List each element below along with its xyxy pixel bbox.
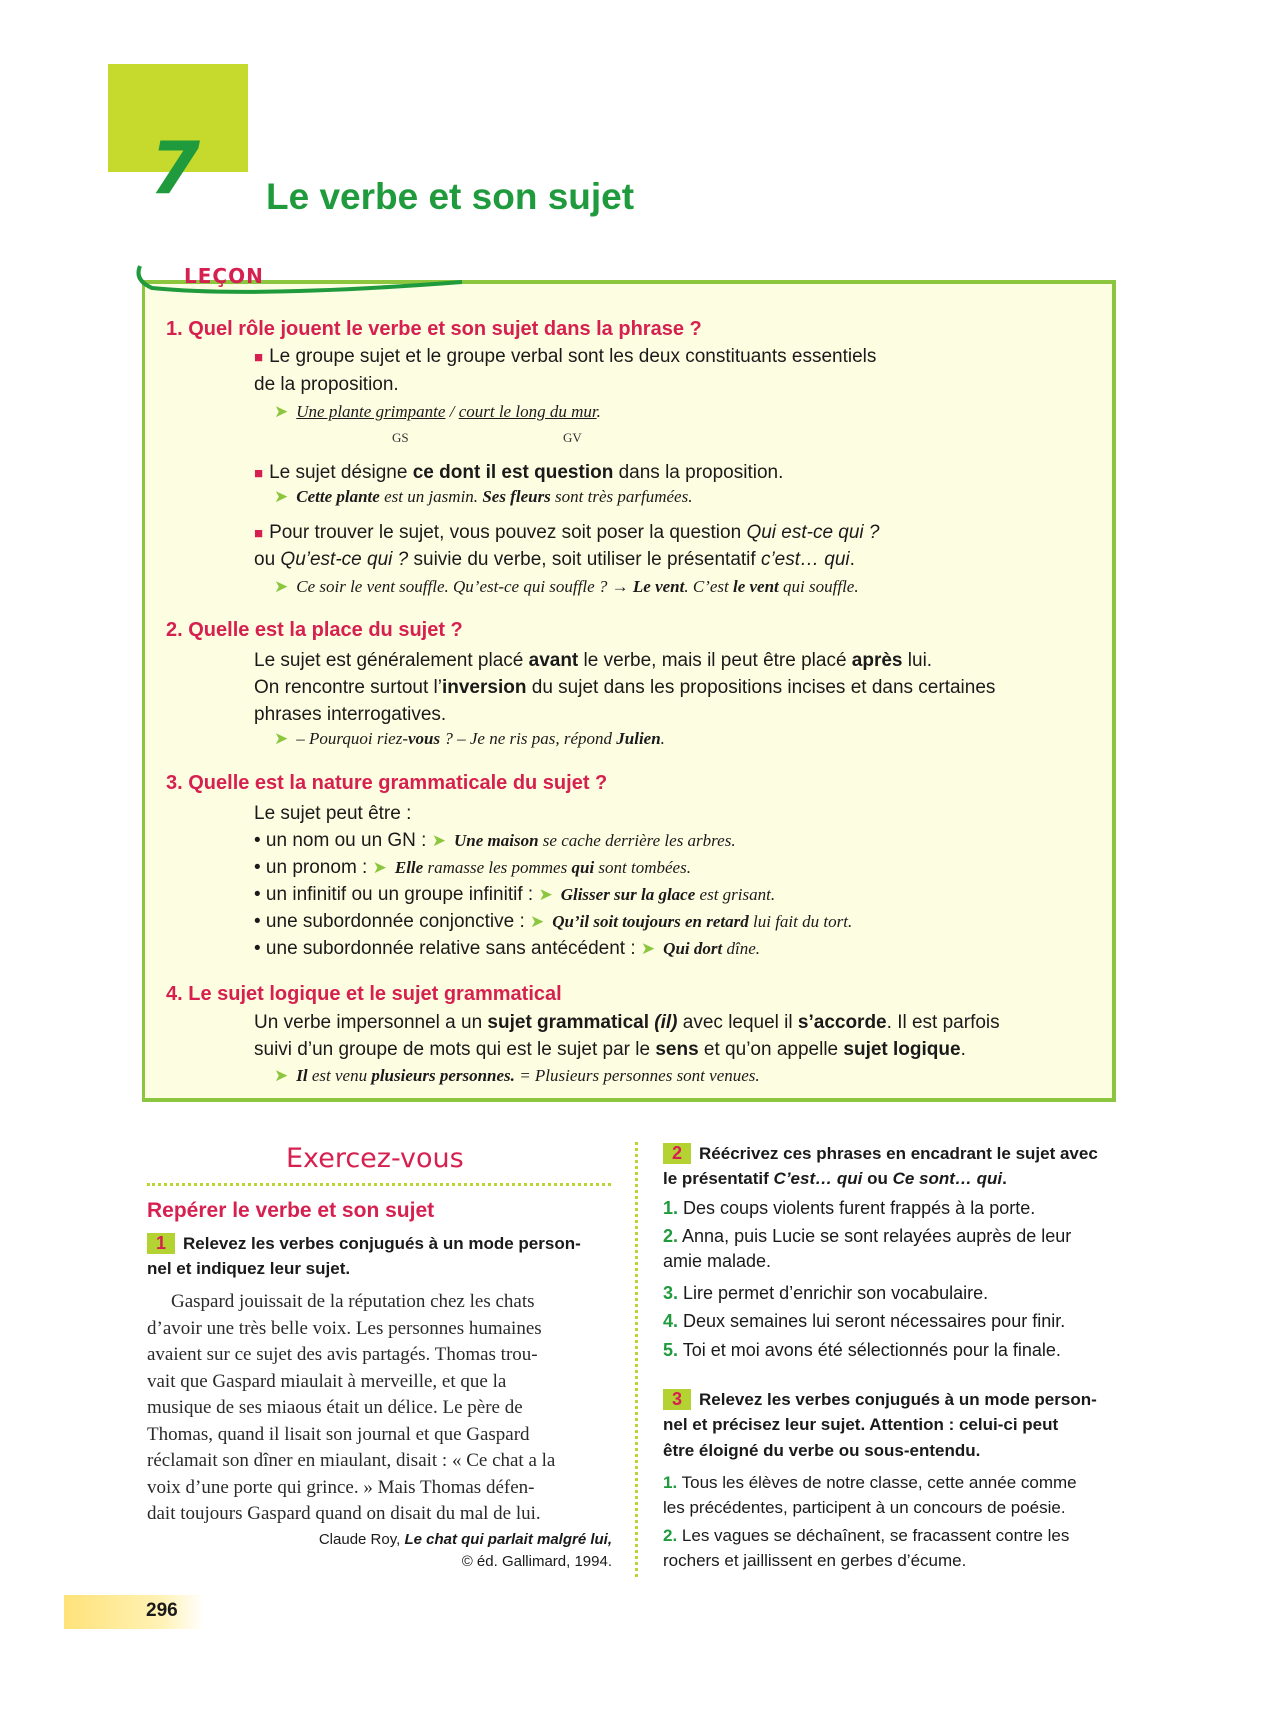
lesson-heading-4: 4. Le sujet logique et le sujet grammatical xyxy=(166,983,562,1005)
lesson-s4-l2: suivi d’un groupe de mots qui est le sujet par le sens et qu’on appelle sujet logique. xyxy=(254,1039,966,1060)
lesson-s1-p1a: ■ Le groupe sujet et le groupe verbal sont les deux constituants essentiels xyxy=(254,346,877,367)
lesson-s1-p1b: de la proposition. xyxy=(254,374,399,395)
exercise-3-question-cont: nel et précisez leur sujet. Attention : celui-ci peut xyxy=(663,1415,1059,1434)
lesson-s3-item: • un pronom : ➤ Elle ramasse les pommes qui sont tombées. xyxy=(254,857,691,878)
lesson-s2-l3: phrases interrogatives. xyxy=(254,704,447,725)
chapter-number: 7 xyxy=(150,126,201,210)
lesson-s3-item: • un infinitif ou un groupe infinitif : ➤ Glisser sur la glace est grisant. xyxy=(254,884,776,905)
lesson-tag: LEÇON xyxy=(184,264,264,288)
exercise-number: 3 xyxy=(663,1389,691,1410)
lesson-s1-p3b: ou Qu’est-ce qui ? suivie du verbe, soit utiliser le présentatif c’est… qui. xyxy=(254,549,855,570)
page-number-bar xyxy=(64,1595,204,1629)
page-number: 296 xyxy=(146,1600,178,1621)
exercise-1-text: Gaspard jouissait de la réputation chez les chats d’avoir une très belle voix. Les personnes humaines avaient sur ce sujet des avis partagés. Thomas trou- vait que Gaspard miaulait à merveille, et que la musique de ses miaous était un délice. Le père de Thomas, quand il lisait son journal et que Gaspard réclamait son dîner en miaulant, disait : « Ce chat a la voix d’une porte qui grince. » Mais Thomas défen- dait toujours Gaspard quand on disait du mal de lui. xyxy=(147,1291,556,1524)
lesson-s2-example: ➤ – Pourquoi riez-vous ? – Je ne ris pas, répond Julien. xyxy=(274,729,665,748)
lesson-s3-item: • une subordonnée conjonctive : ➤ Qu’il soit toujours en retard lui fait du tort. xyxy=(254,911,853,932)
exercise-number: 1 xyxy=(147,1233,175,1254)
lesson-s4-example: ➤ Il est venu plusieurs personnes. = Plusieurs personnes sont venues. xyxy=(274,1066,760,1085)
exercise-2-item: 5. Toi et moi avons été sélectionnés pour la finale. xyxy=(663,1340,1061,1360)
exercise-2-item: 4. Deux semaines lui seront nécessaires pour finir. xyxy=(663,1311,1066,1331)
chapter-title: Le verbe et son sujet xyxy=(266,176,635,217)
exercise-3-item: 1. Tous les élèves de notre classe, cette année comme xyxy=(663,1473,1077,1492)
exercise-2-question-cont: le présentatif C’est… qui ou Ce sont… qui. xyxy=(663,1169,1007,1188)
lesson-s2-l1: Le sujet est généralement placé avant le verbe, mais il peut être placé après lui. xyxy=(254,650,933,671)
exercise-number: 2 xyxy=(663,1143,691,1164)
exercise-1-question-cont: nel et indiquez leur sujet. xyxy=(147,1259,351,1278)
exercise-3-item: les précédentes, participent à un concours de poésie. xyxy=(663,1498,1066,1517)
lesson-s3-intro: Le sujet peut être : xyxy=(254,803,412,824)
exercise-2-item: 1. Des coups violents furent frappés à la porte. xyxy=(663,1198,1036,1218)
exercise-3-item: rochers et jaillissent en gerbes d’écume. xyxy=(663,1551,967,1570)
exercise-1-publisher: © éd. Gallimard, 1994. xyxy=(461,1553,612,1570)
lesson-s2-l2: On rencontre surtout l’inversion du sujet dans les propositions incises et dans certaines xyxy=(254,677,996,698)
lesson-s4-l1: Un verbe impersonnel a un sujet grammatical (il) avec lequel il s’accorde. Il est parfois xyxy=(254,1012,1000,1033)
exercise-2-question: 2 Réécrivez ces phrases en encadrant le sujet avec xyxy=(663,1143,1098,1164)
exercise-1-question: 1 Relevez les verbes conjugués à un mode person- xyxy=(147,1233,581,1254)
lesson-s1-p2: ■ Le sujet désigne ce dont il est question dans la proposition. xyxy=(254,462,784,483)
exercise-3-question-cont: être éloigné du verbe ou sous-entendu. xyxy=(663,1441,981,1460)
lesson-swoosh xyxy=(132,258,472,298)
label-gv: GV xyxy=(563,430,582,445)
exercise-3-question: 3 Relevez les verbes conjugués à un mode person- xyxy=(663,1389,1097,1410)
label-gs: GS xyxy=(392,430,409,445)
lesson-s3-item: • un nom ou un GN : ➤ Une maison se cache derrière les arbres. xyxy=(254,830,736,851)
exercise-3-item: 2. Les vagues se déchaînent, se fracassent contre les xyxy=(663,1526,1070,1545)
lesson-s1-p3a: ■ Pour trouver le sujet, vous pouvez soit poser la question Qui est-ce qui ? xyxy=(254,522,880,543)
lesson-s1-example1: ➤ Une plante grimpante / court le long du mur. xyxy=(274,402,601,421)
exercise-2-item: 2. Anna, puis Lucie se sont relayées auprès de leur xyxy=(663,1226,1072,1246)
exercise-1-source: Claude Roy, Le chat qui parlait malgré lui, xyxy=(318,1531,612,1548)
lesson-s1-example3: ➤ Ce soir le vent souffle. Qu’est-ce qui souffle ? → Le vent. C’est le vent qui souffle. xyxy=(274,577,859,596)
lesson-s3-item: • une subordonnée relative sans antécédent : ➤ Qui dort dîne. xyxy=(254,938,760,959)
exercise-2-item: 3. Lire permet d’enrichir son vocabulaire. xyxy=(663,1283,989,1303)
exercise-2-item: amie malade. xyxy=(663,1251,772,1271)
exercises-divider xyxy=(147,1183,611,1186)
lesson-s1-example2: ➤ Cette plante est un jasmin. Ses fleurs sont très parfumées. xyxy=(274,487,693,506)
exercises-section-title: Repérer le verbe et son sujet xyxy=(147,1199,435,1222)
lesson-heading-3: 3. Quelle est la nature grammaticale du sujet ? xyxy=(166,772,608,794)
lesson-heading-1: 1. Quel rôle jouent le verbe et son sujet dans la phrase ? xyxy=(166,318,702,340)
column-divider xyxy=(635,1142,638,1577)
exercises-title: Exercez-vous xyxy=(286,1143,464,1174)
lesson-heading-2: 2. Quelle est la place du sujet ? xyxy=(166,619,463,641)
